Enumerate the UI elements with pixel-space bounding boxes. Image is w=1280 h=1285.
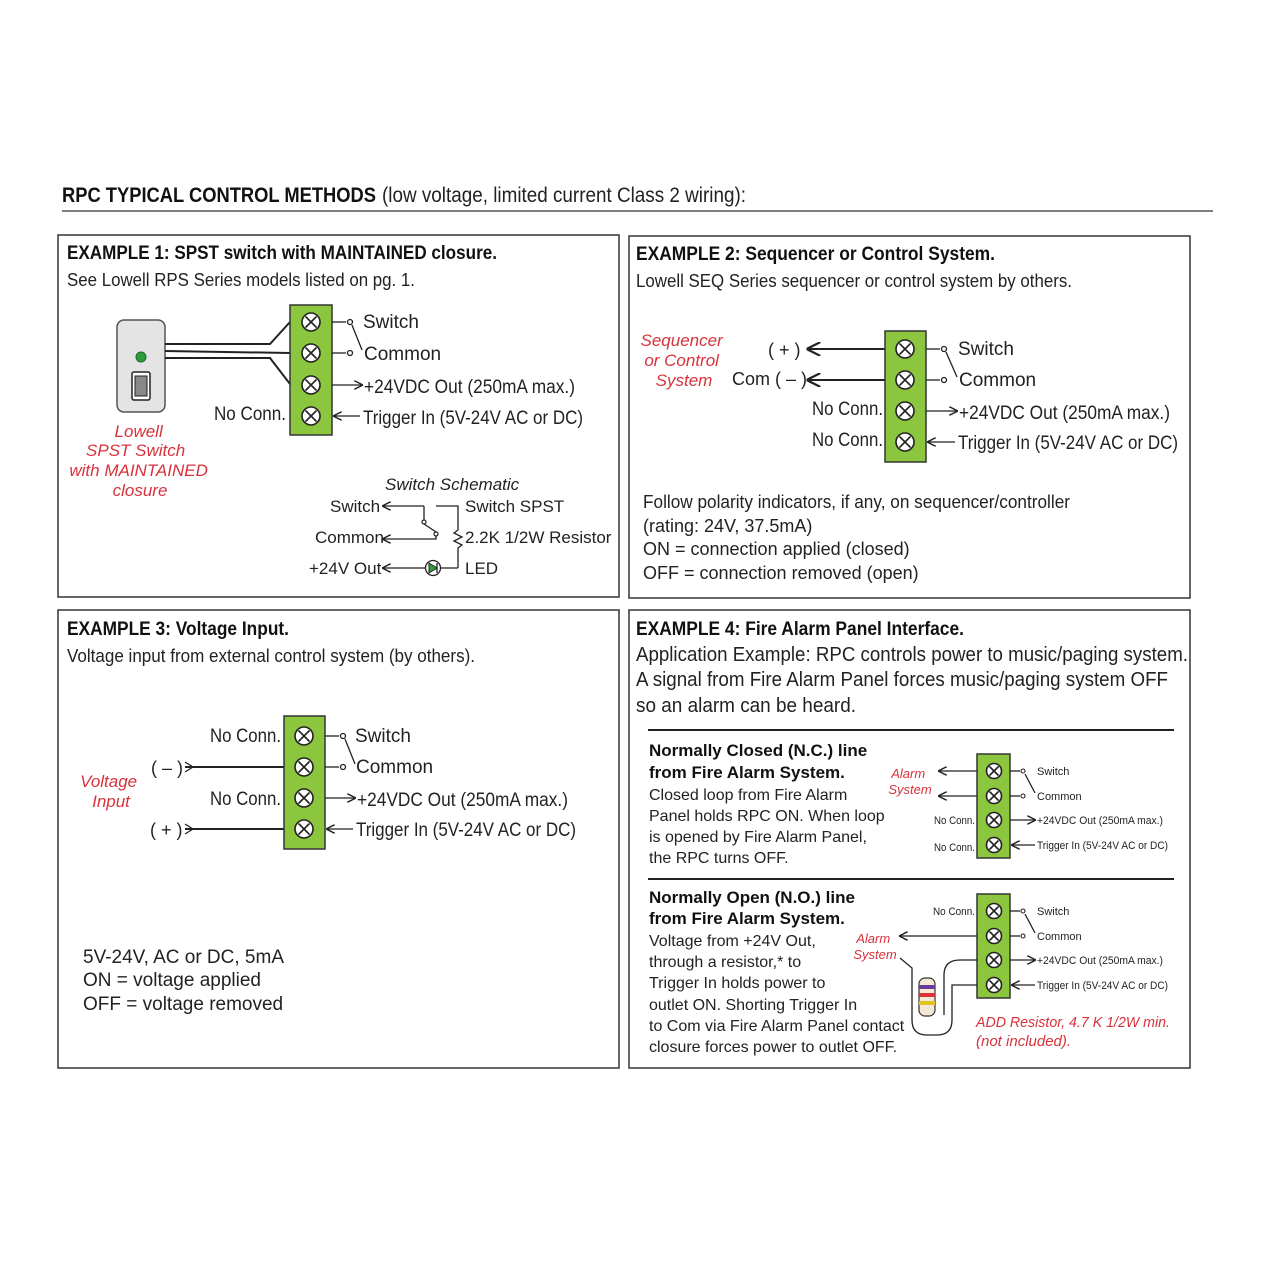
nc-label-switch: Switch [1037,766,1070,778]
schematic-left-common: Common [315,528,384,547]
nc-label-out: +24VDC Out (250mA max.) [1037,815,1163,827]
ex3-minus-label: ( – ) [151,758,184,778]
no-body-5: to Com via Fire Alarm Panel contact [649,1018,905,1035]
ex2-com-label: Com ( – ) [732,369,808,389]
ex2-label-noconn-1: No Conn. [812,399,883,420]
no-label-common: Common [1037,931,1082,943]
ex2-label-out: +24VDC Out (250mA max.) [959,403,1170,424]
no-body-1: Voltage from +24V Out, [649,933,816,950]
ex3-note-2: ON = voltage applied [83,970,261,991]
nc-heading-2: from Fire Alarm System. [649,763,845,782]
ex2-desc: Lowell SEQ Series sequencer or control system by others. [636,271,1072,291]
switch-schematic [309,475,612,578]
ex4-desc-3: so an alarm can be heard. [636,695,856,717]
ex3-label-common: Common [356,757,434,778]
no-body-2: through a resistor,* to [649,954,802,971]
ex1-device-label: Lowell SPST Switch with MAINTAINED closure [69,422,208,500]
ex2-note-2: (rating: 24V, 37.5mA) [643,516,813,536]
nc-device-label: Alarm System [888,766,932,797]
ex2-note-3: ON = connection applied (closed) [643,539,910,559]
ex1-label-noconn: No Conn. [214,404,286,425]
ex1-label-common: Common [364,344,442,365]
schematic-left-switch: Switch [330,497,381,516]
ex2-note-4: OFF = connection removed (open) [643,563,919,583]
no-heading-1: Normally Open (N.O.) line [649,888,855,907]
ex2-title: EXAMPLE 2: Sequencer or Control System. [636,244,995,265]
ex1-label-switch: Switch [363,312,419,333]
spst-switch-device [117,320,165,412]
example-4-panel [629,610,1190,1068]
no-body-3: Trigger In holds power to [649,975,826,992]
ex4-title: EXAMPLE 4: Fire Alarm Panel Interface. [636,619,964,640]
nc-label-trigger: Trigger In (5V-24V AC or DC) [1037,840,1168,852]
page-subtitle: (low voltage, limited current Class 2 wiring): [382,184,746,207]
example-2-panel [629,236,1190,598]
ex4-no-section [649,888,1170,1056]
nc-label-noconn-2: No Conn. [934,842,975,854]
ex3-label-noconn-1: No Conn. [210,726,281,747]
schematic-right-led: LED [465,559,499,578]
ex3-label-switch: Switch [355,726,411,747]
ex3-label-noconn-2: No Conn. [210,789,281,810]
example-1-panel [58,235,619,597]
ex1-title: EXAMPLE 1: SPST switch with MAINTAINED closure. [67,243,497,264]
ex3-desc: Voltage input from external control system (by others). [67,646,475,666]
ex2-device-label: Sequencer or Control System [640,331,723,390]
schematic-left-out: +24V Out [309,559,382,578]
ex1-desc: See Lowell RPS Series models listed on pg. 1. [67,270,415,290]
ex3-note-1: 5V-24V, AC or DC, 5mA [83,947,285,968]
ex2-label-switch: Switch [958,339,1014,360]
no-heading-2: from Fire Alarm System. [649,909,845,928]
ex2-plus-label: ( + ) [768,340,801,360]
schematic-right-resistor: 2.2K 1/2W Resistor [465,528,612,547]
page-title: RPC TYPICAL CONTROL METHODS [62,184,376,207]
nc-label-common: Common [1037,791,1082,803]
no-body-6: closure forces power to outlet OFF. [649,1039,898,1056]
ex2-label-common: Common [959,370,1037,391]
resistor-note-2: (not included). [976,1033,1072,1050]
no-label-out: +24VDC Out (250mA max.) [1037,955,1163,967]
no-label-noconn: No Conn. [933,906,975,918]
resistor-note-1: ADD Resistor, 4.7 K 1/2W min. [975,1014,1170,1031]
ex3-note-3: OFF = voltage removed [83,994,284,1015]
ex4-desc-1: Application Example: RPC controls power to music/paging system. [636,644,1188,666]
ex3-plus-label: ( + ) [150,820,183,840]
ex4-nc-section [649,741,1168,867]
ex4-desc-2: A signal from Fire Alarm Panel forces music/paging system OFF [636,669,1168,691]
resistor-icon [919,978,935,1016]
ex3-title: EXAMPLE 3: Voltage Input. [67,619,289,640]
ex1-label-out: +24VDC Out (250mA max.) [364,377,575,398]
nc-heading-1: Normally Closed (N.C.) line [649,741,868,760]
ex3-label-out: +24VDC Out (250mA max.) [357,790,568,811]
ex1-label-trigger: Trigger In (5V-24V AC or DC) [363,408,583,429]
ex2-label-trigger: Trigger In (5V-24V AC or DC) [958,433,1178,454]
nc-body-2: Panel holds RPC ON. When loop [649,808,885,825]
no-body-4: outlet ON. Shorting Trigger In [649,997,858,1014]
schematic-right-switch: Switch SPST [465,497,565,516]
nc-body-1: Closed loop from Fire Alarm [649,787,848,804]
ex2-note-1: Follow polarity indicators, if any, on sequencer/controller [643,492,1070,512]
nc-body-4: the RPC turns OFF. [649,850,789,867]
ex2-label-noconn-2: No Conn. [812,430,883,451]
no-label-trigger: Trigger In (5V-24V AC or DC) [1037,980,1168,992]
no-label-switch: Switch [1037,906,1070,918]
ex3-label-trigger: Trigger In (5V-24V AC or DC) [356,820,576,841]
ex3-device-label: Voltage Input [80,772,138,811]
nc-body-3: is opened by Fire Alarm Panel, [649,829,867,846]
schematic-title: Switch Schematic [385,475,520,494]
nc-label-noconn-1: No Conn. [934,815,975,827]
example-3-panel [58,610,619,1068]
no-device-label: Alarm System [853,931,897,962]
